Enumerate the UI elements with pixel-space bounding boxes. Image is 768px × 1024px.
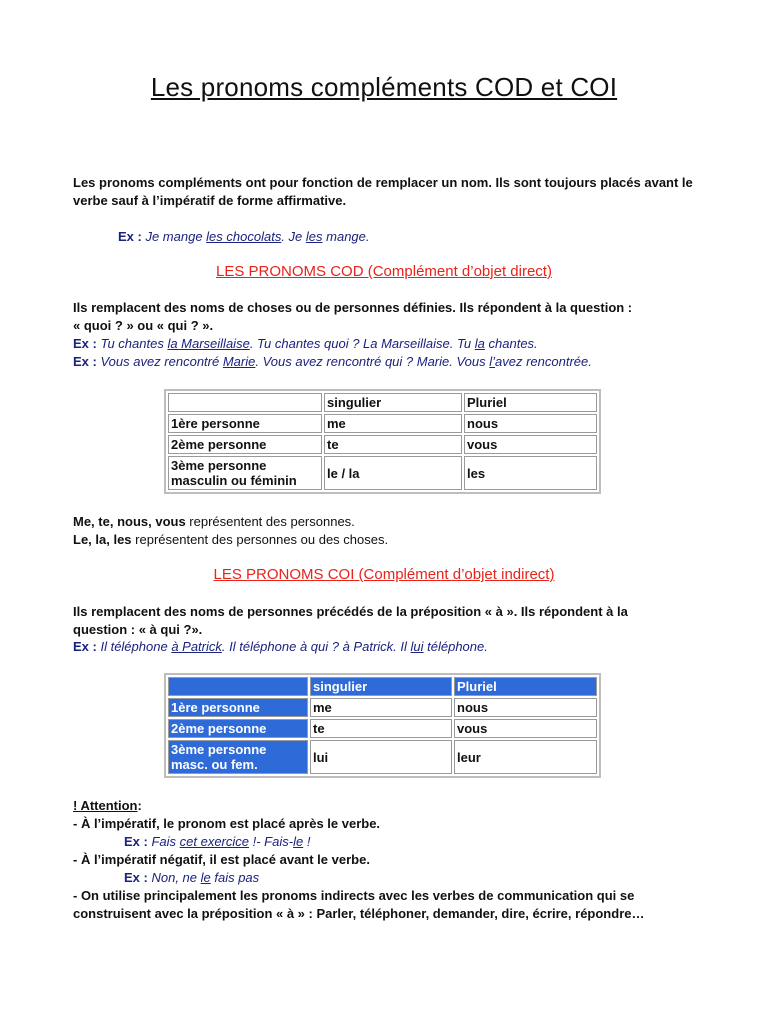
- page-title: Les pronoms compléments COD et COI: [150, 72, 618, 102]
- coi-description: Ils remplacent des noms de personnes précédés de la préposition « à ». Ils répondent à la question : « à qui ?».: [73, 604, 628, 637]
- intro-paragraph: Les pronoms compléments ont pour fonction de remplacer un nom. Ils sont toujours placés avant le verbe sauf à l’impératif de forme affirmative.: [73, 175, 693, 208]
- table-header-row: singulier Pluriel: [168, 677, 597, 696]
- example-5: Ex : Fais cet exercice !- Fais-le !: [124, 834, 311, 849]
- coi-heading: LES PRONOMS COI (Complément d’objet indirect): [213, 566, 555, 583]
- cod-description: Ils remplacent des noms de choses ou de personnes définies. Ils répondent à la question : « quoi ? » ou « qui ? ».: [73, 300, 633, 333]
- attention-line-3: - On utilise principalement les pronoms indirects avec les verbes de communication qui se construisent avec la préposition « à » : Parler, téléphoner, demander, dire, écrire, répondre…: [73, 888, 645, 921]
- table-row: 2ème personne te vous: [168, 435, 597, 454]
- example-2: Ex : Tu chantes la Marseillaise. Tu chantes quoi ? La Marseillaise. Tu la chantes.: [73, 336, 538, 351]
- table-row: 3ème personne masc. ou fem. lui leur: [168, 740, 597, 774]
- table-header-row: singulier Pluriel: [168, 393, 597, 412]
- example-1: Ex : Je mange les chocolats. Je les mange.: [118, 229, 370, 244]
- example-6: Ex : Non, ne le fais pas: [124, 870, 260, 885]
- attention-line-2: - À l’impératif négatif, il est placé avant le verbe.: [73, 852, 370, 867]
- cod-heading: LES PRONOMS COD (Complément d’objet direct): [216, 263, 552, 280]
- cod-pronoun-table: [164, 389, 601, 494]
- table-row: 3ème personne masculin ou féminin le / la les: [168, 456, 597, 490]
- attention-section: ! Attention: - À l’impératif, le pronom est placé après le verbe.: [73, 798, 381, 831]
- example-label: Ex :: [118, 229, 142, 244]
- example-3: Ex : Vous avez rencontré Marie. Vous avez rencontré qui ? Marie. Vous l’avez rencontrée.: [73, 354, 592, 369]
- cod-note: Me, te, nous, vous représentent des personnes. Le, la, les représentent des personnes ou des choses.: [73, 514, 389, 547]
- table-row: 1ère personne me nous: [168, 698, 597, 717]
- example-4: Ex : Il téléphone à Patrick. Il téléphone à qui ? à Patrick. Il lui téléphone.: [73, 639, 488, 654]
- table-row: 1ère personne me nous: [168, 414, 597, 433]
- table-row: 2ème personne te vous: [168, 719, 597, 738]
- coi-pronoun-table: [164, 673, 601, 778]
